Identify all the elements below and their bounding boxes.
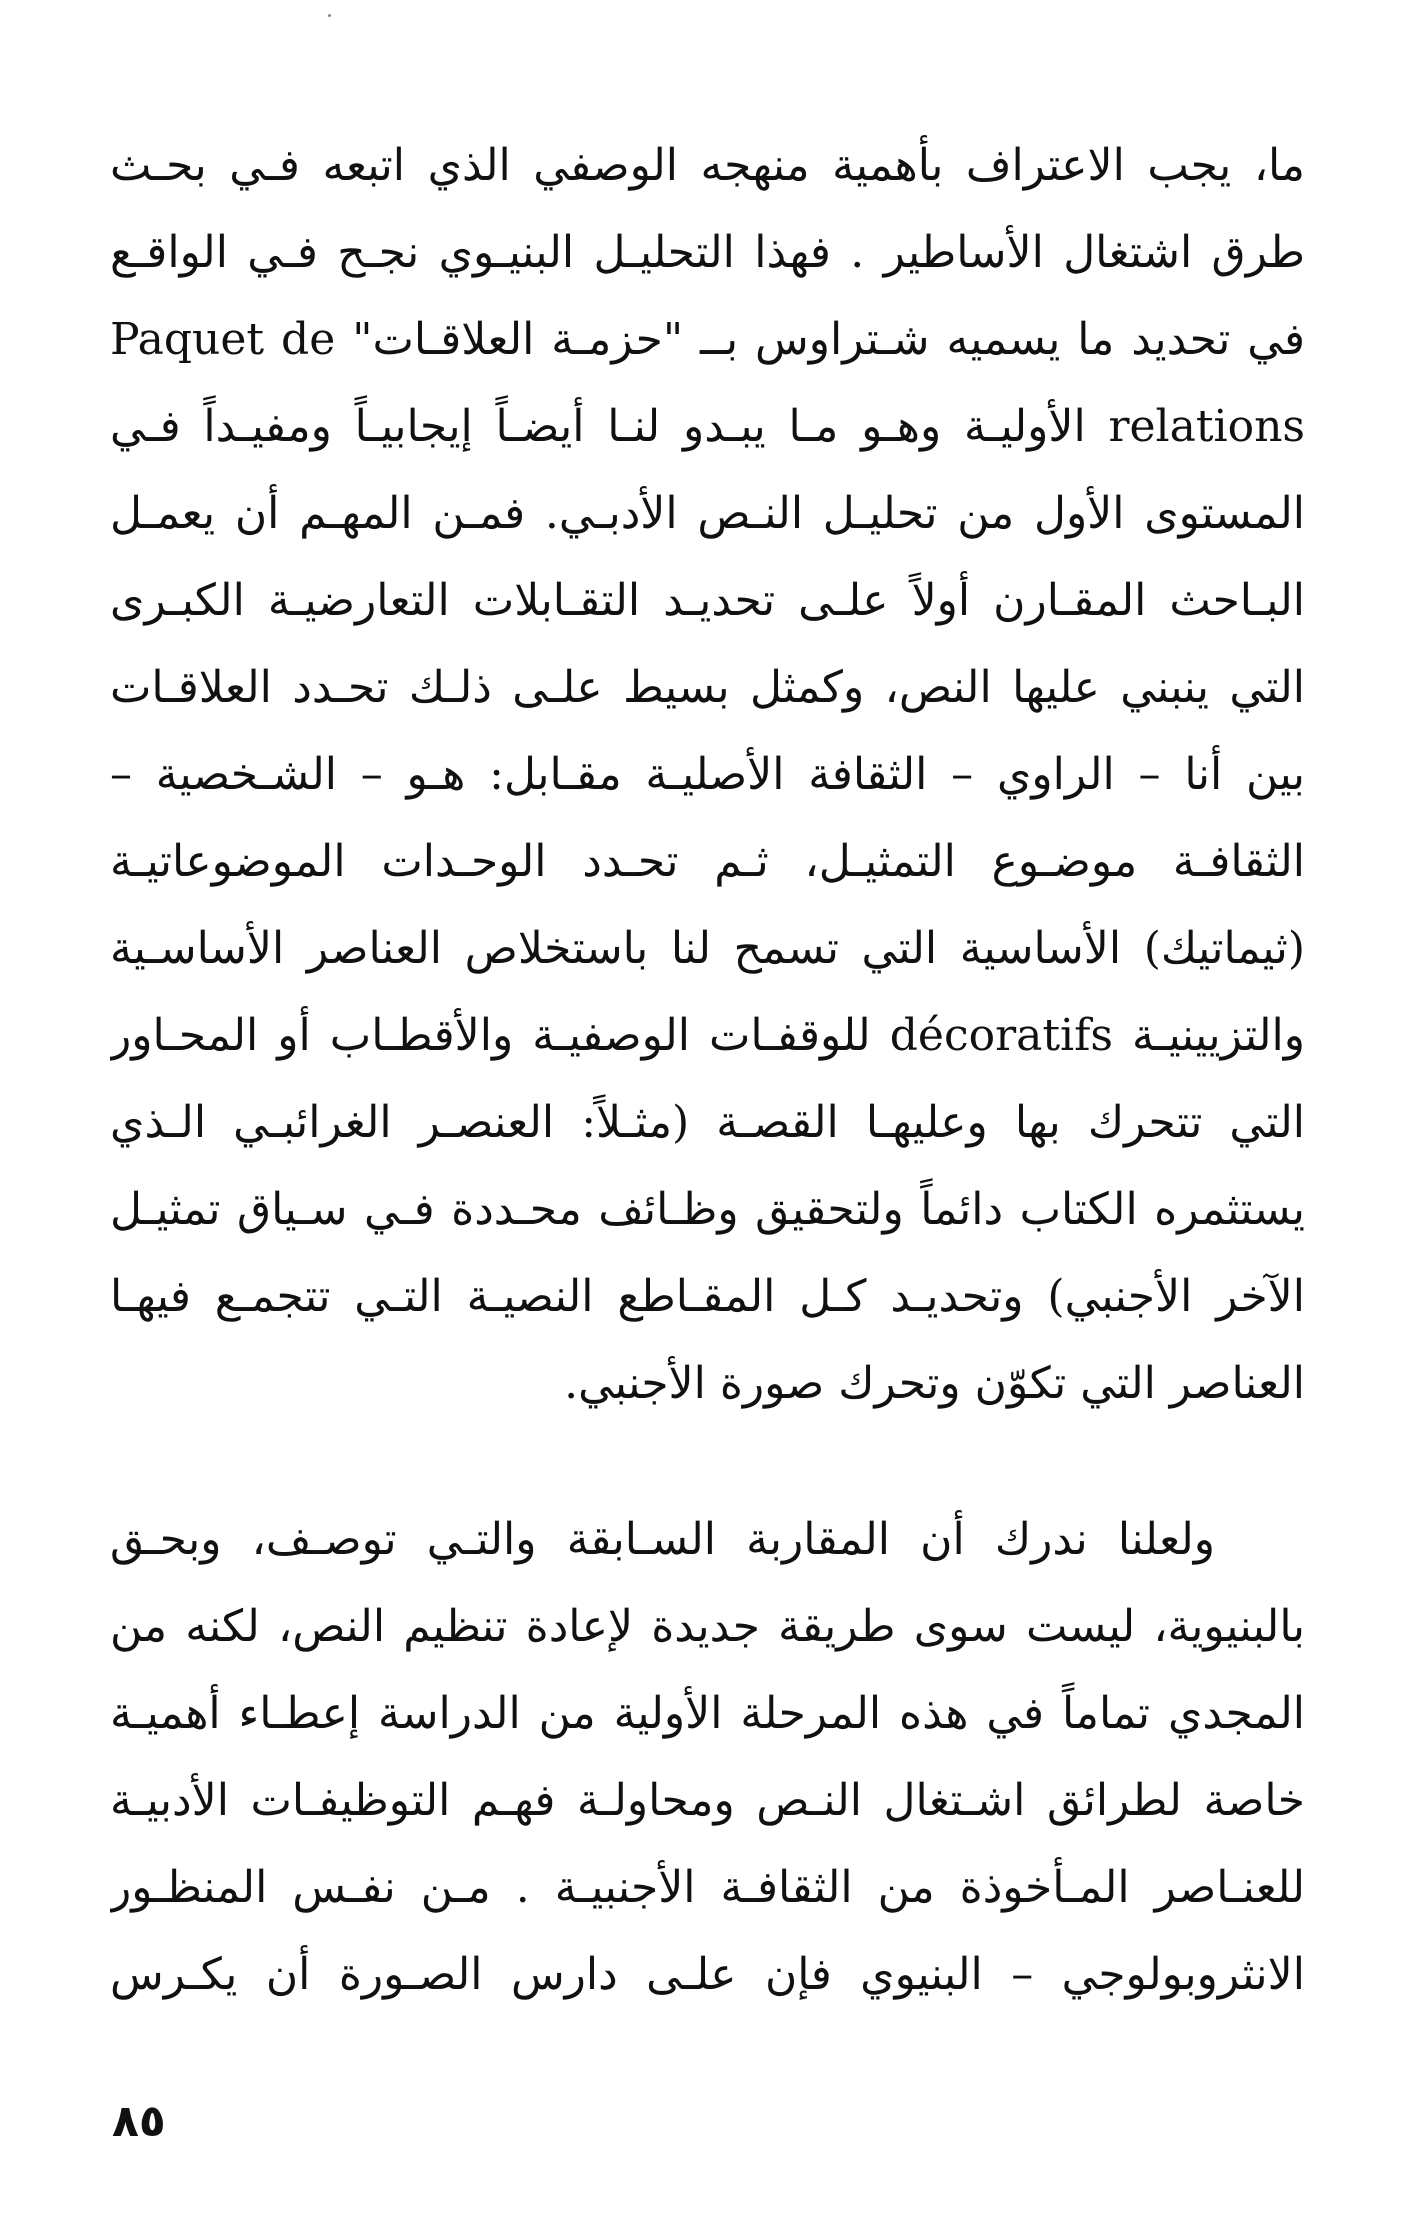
text-line: البـاحث المقـارن أولاً علـى تحديـد التقـابلات التعارضيـة الكبـرى: [110, 575, 1305, 626]
text-line: التي ينبني عليها النص، وكمثل بسيط علـى ذلـك تحـدد العلاقـات: [110, 662, 1305, 713]
text-line: (ثيماتيك) الأساسية التي تسمح لنا باستخلاص العناصر الأساسـية: [110, 923, 1305, 974]
page-number: ٨٥: [112, 2096, 166, 2147]
text-line: الآخر الأجنبي) وتحديـد كـل المقـاطع النصيـة التـي تتجمـع فيهـا: [110, 1271, 1305, 1322]
text-line: يستثمره الكتاب دائماً ولتحقيق وظـائف محـددة فـي سـياق تمثيـل: [110, 1184, 1305, 1235]
text-line: التي تتحرك بها وعليهـا القصـة (مثـلاً: العنصـر الغرائبـي الـذي: [110, 1097, 1305, 1148]
text-line: العناصر التي تكوّن وتحرك صورة الأجنبي.: [564, 1358, 1305, 1409]
text-line: خاصة لطرائق اشـتغال النـص ومحاولـة فهـم التوظيفـات الأدبيـة: [110, 1775, 1305, 1826]
text-line: بين أنا – الراوي – الثقافة الأصليـة مقـابل: هـو – الشـخصية –: [110, 749, 1305, 800]
text-line: طرق اشتغال الأساطير . فهذا التحليـل البنيـوي نجـح فـي الواقـع: [110, 227, 1305, 278]
paragraph-1: [110, 122, 1305, 1427]
text-line: ولعلنا ندرك أن المقاربة السـابقة والتـي توصـف، وبحـق: [110, 1514, 1215, 1565]
text-line: relations الأوليـة وهـو مـا يبـدو لنـا أيضـاً إيجابيـاً ومفيـداً فـي: [110, 401, 1305, 452]
text-line: للعنـاصر المـأخوذة من الثقافـة الأجنبيـة . مـن نفـس المنظـور: [110, 1862, 1305, 1913]
text-line: الثقافـة موضـوع التمثيـل، ثـم تحـدد الوحـدات الموضوعاتيـة: [110, 836, 1305, 887]
text-line: بالبنيوية، ليست سوى طريقة جديدة لإعادة تنظيم النص، لكنه من: [110, 1601, 1305, 1652]
paragraph-2: [110, 1496, 1305, 2018]
text-line: الانثروبولوجي – البنيوي فإن علـى دارس الصـورة أن يكـرس: [110, 1949, 1305, 2000]
text-line: ما، يجب الاعتراف بأهمية منهجه الوصفي الذي اتبعه فـي بحـث: [110, 140, 1305, 191]
text-line: المستوى الأول من تحليـل النـص الأدبـي. فمـن المهـم أن يعمـل: [110, 488, 1305, 539]
text-line: والتزيينيـة décoratifs للوقفـات الوصفيـة والأقطـاب أو المحـاور: [110, 1010, 1305, 1061]
text-line: في تحديد ما يسميه شـتراوس بــ "حزمـة العلاقـات" Paquet de: [110, 314, 1305, 365]
scan-speck: [328, 14, 331, 17]
text-line: المجدي تماماً في هذه المرحلة الأولية من الدراسة إعطـاء أهميـة: [110, 1688, 1305, 1739]
